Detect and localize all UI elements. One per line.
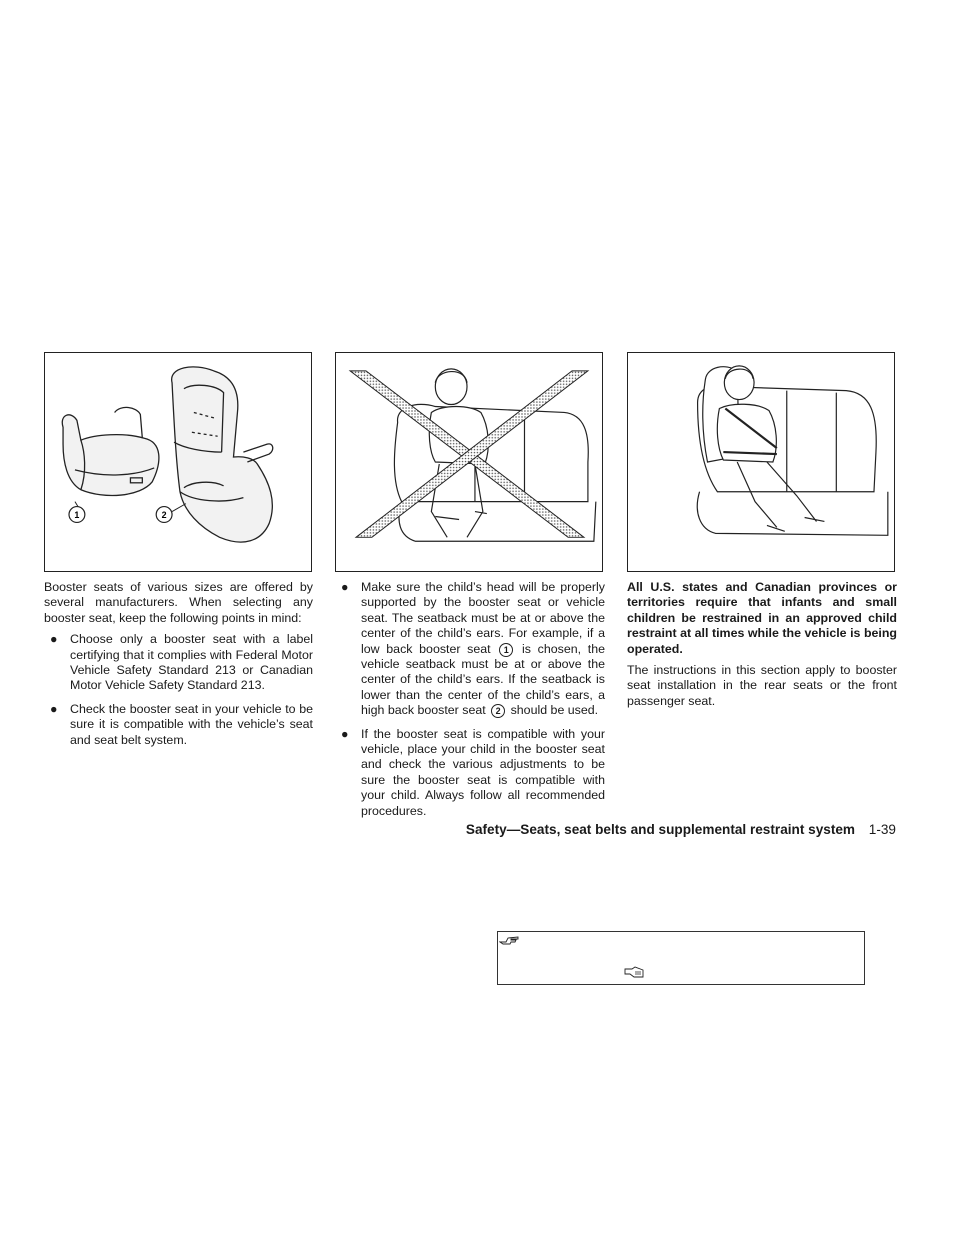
bullet-icon: ● bbox=[341, 580, 349, 594]
list-item bbox=[44, 702, 313, 748]
callout-2-label: 2 bbox=[161, 509, 167, 520]
callout-2-marker-inline: 2 bbox=[491, 704, 505, 718]
pointing-hand-icon bbox=[624, 966, 646, 980]
column-2 bbox=[335, 580, 605, 827]
list-item bbox=[335, 580, 605, 719]
booster-seats-figure bbox=[44, 352, 312, 572]
page-footer bbox=[466, 822, 896, 837]
incorrect-booster-illustration bbox=[336, 353, 602, 571]
note-paragraph: The instructions in this section apply to booster seat installation in the rear seats or the front passenger seat. bbox=[627, 663, 897, 708]
page-number: 1-39 bbox=[868, 822, 896, 837]
callout-2-marker bbox=[156, 504, 186, 523]
bullet-text-part-c: should be used. bbox=[510, 703, 599, 718]
booster-seats-illustration bbox=[45, 353, 311, 571]
bullet-icon: ● bbox=[50, 632, 58, 647]
bullet-text-part-b: is chosen, the vehicle seatback must be at or above the center of the child’s ears. If the seatback is lower than the center of the child’s ears, a high back booster seat bbox=[361, 641, 605, 718]
callout-1-marker bbox=[69, 502, 85, 523]
bullet-text: Check the booster seat in your vehicle to be sure it is compatible with the vehicle’s seat and seat belt system. bbox=[70, 701, 313, 747]
incorrect-booster-figure bbox=[335, 352, 603, 572]
prohibition-cross bbox=[350, 371, 588, 537]
list-item bbox=[335, 727, 605, 819]
intro-paragraph: Booster seats of various sizes are offered by several manufacturers. When selecting any booster seat, keep the following points in mind: bbox=[44, 580, 313, 625]
column-3 bbox=[627, 580, 897, 715]
warning-paragraph: All U.S. states and Canadian provinces or territories require that infants and small children be restrained in an approved child restraint at all times while the vehicle is being operated. bbox=[627, 580, 897, 656]
reference-box bbox=[497, 931, 865, 985]
correct-booster-figure bbox=[627, 352, 895, 572]
section-title: Safety—Seats, seat belts and supplemental restraint system bbox=[465, 822, 855, 837]
column-1 bbox=[44, 580, 313, 756]
pointing-hand-icon bbox=[499, 933, 521, 947]
bullet-text: Choose only a booster seat with a label certifying that it complies with Federal Motor Vehicle Safety Standard 213 or Canadian Motor Vehicle Safety Standard 213. bbox=[70, 632, 313, 693]
correct-booster-illustration bbox=[628, 353, 894, 571]
bullet-text: If the booster seat is compatible with your vehicle, place your child in the booster seat and check the various adjustments to be sure the booster seat is compatible with your child. Always follow all recommended procedures. bbox=[361, 726, 605, 818]
list-item bbox=[44, 632, 313, 694]
callout-1-label: 1 bbox=[74, 509, 80, 520]
bullet-icon: ● bbox=[50, 701, 58, 716]
bullet-text-part-a: Make sure the child’s head will be properly supported by the booster seat or vehicle seat. The seatback must be at or above the center of the child’s ears. For example, if a low back booster seat bbox=[361, 580, 605, 656]
bullet-icon: ● bbox=[341, 726, 349, 741]
callout-1-marker-inline: 1 bbox=[499, 643, 513, 657]
